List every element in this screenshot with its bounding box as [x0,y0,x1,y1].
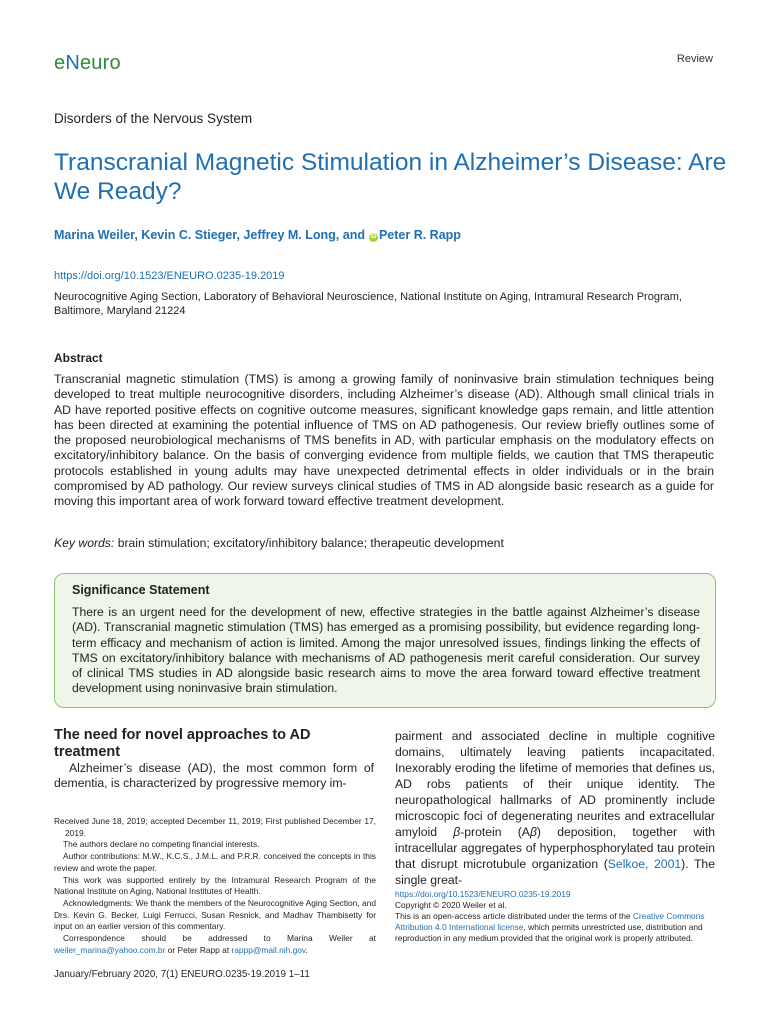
footnote-contributions: Author contributions: M.W., K.C.S., J.M.L. and P.R.R. conceived the concepts in this review and wrote the paper. [54,851,376,873]
intro-paragraph-right [395,728,715,888]
orcid-icon[interactable]: iD [370,234,377,240]
abstract-heading: Abstract [54,351,103,365]
page-footer-citation: January/February 2020, 7(1) ENEURO.0235-19.2019 1–11 [54,969,310,980]
significance-body: There is an urgent need for the development of new, effective strategies in the battle against Alzheimer’s disease (AD). Transcranial magnetic stimulation (TMS) has emerged as a promising possibility, but evidence regarding long-term efficacy and mechanism of action is limited. Among the major unresolved issues, findings linking the effects of TMS on excitatory/inhibitory balance with mechanisms of AD pathogenesis merit careful consideration. Our survey of clinical TMS studies in AD alongside basic research aims to move the area forward toward effective treatment development using noninvasive brain stimulation. [72,605,700,696]
right-text-c: ) deposition, together with intracellular aggregates of hyperphosphorylated tau protein that disrupt microtubule organization ( [395,825,716,871]
article-title: Transcranial Magnetic Stimulation in Alzheimer’s Disease: Are We Ready? [54,149,727,205]
footnote-received [54,816,376,839]
beta-symbol-2: β [529,825,537,839]
section-label: Disorders of the Nervous System [54,111,253,126]
keywords-text: brain stimulation; excitatory/inhibitory balance; therapeutic development [117,536,504,550]
affiliation: Neurocognitive Aging Section, Laboratory of Behavioral Neuroscience, National Institute on Aging, Intramural Research Program, Baltimore, Maryland 21224 [54,291,682,317]
correspondence-end: . [305,944,308,955]
footnote-acknowledgments: Acknowledgments: We thank the members of the Neurocognitive Aging Section, and Drs. Kevin G. Becker, Luigi Ferrucci, Susan Resnick, and Madhav Thambisetty for input on an earlier version of this commentary. [54,897,376,932]
keywords [54,536,504,550]
correspondence-mid: or Peter Rapp at [167,944,230,955]
intro-paragraph-left: Alzheimer’s disease (AD), the most common form of dementia, is characterized by progressive memory im- [54,761,374,791]
authors-main: Marina Weiler, Kevin C. Stieger, Jeffrey M. Long, and [54,228,365,242]
email-link-weiler[interactable]: weiler_marina@yahoo.com.br [54,944,166,955]
significance-heading: Significance Statement [72,583,210,597]
beta-symbol: β [453,825,461,839]
journal-logo [54,52,121,75]
email-link-rapp[interactable]: rappp@mail.nih.gov [231,944,306,955]
footnotes [54,816,376,956]
abstract-body: Transcranial magnetic stimulation (TMS) is among a growing family of noninvasive brain stimulation techniques being developed to treat multiple neurocognitive disorders, including Alzheimer’s disease (AD). Although small clinical trials in AD have reported positive effects on cognitive outcome measures, significant knowledge gaps remain, and little attention has been directed at examining the potential influence of TMS on AD pathogenesis. Our review briefly outlines some of the proposed neurobiological mechanisms of TMS benefits in AD, with particular emphasis on the modulatory effects on excitatory/inhibitory balance. On the basis of converging evidence from multiple fields, we caution that TMS therapeutic protocols established in young adults may have unexpected detrimental effects in older individuals or in the brain compromised by AD pathology. Our review surveys clinical studies of TMS in AD alongside basic research as a guide for moving this important area of work forward toward effective treatment development. [54,372,714,509]
footnote-funding: This work was supported entirely by the Intramural Research Program of the National Institute on Aging, National Institutes of Health. [54,874,376,897]
license-suffix: , which permits unrestricted use, distribution and reproduction in any medium provided that the original work is properly attributed. [395,922,703,943]
footnote-correspondence [54,933,376,956]
logo-rest: euro [79,52,121,74]
citation-link[interactable]: Selkoe, 2001 [607,857,682,871]
right-text-a: pairment and associated decline in multiple cognitive domains, ultimately leaving patients incapacitated. Inexorably eroding the lifetime of memories that defines us, AD robs patients of their unique identity. The neuropathological hallmarks of AD prominently include microscopic foci of degenerating neurites and extracellular amyloid [395,729,715,839]
doi-link[interactable]: https://doi.org/10.1523/ENEURO.0235-19.2019 [54,270,285,282]
right-text-b: -protein (A [460,825,530,839]
copyright-line: Copyright © 2020 Weiler et al. [395,900,507,910]
author-list [54,228,461,242]
author-last[interactable]: Peter R. Rapp [378,228,461,242]
section-heading: The need for novel approaches to AD treatment [54,727,311,760]
footer-doi-link[interactable]: https://doi.org/10.1523/ENEURO.0235-19.2019 [395,889,571,899]
logo-e: e [54,52,66,74]
logo-n: N [65,52,80,74]
license-prefix: This is an open-access article distributed under the terms of the [395,911,631,921]
right-text-d: ). The single great- [395,857,715,887]
article-type-label: Review [676,53,713,65]
correspondence-prefix: Correspondence should be addressed to Marina Weiler at [63,933,376,944]
license-block [395,889,717,944]
keywords-label: Key words: [54,536,115,550]
license-link[interactable]: Creative Commons Attribution 4.0 International license [395,911,705,932]
license-text [395,911,717,944]
received-text: Received June 18, 2019; accepted December 11, 2019; First published December 17, 2019. [54,816,376,838]
footnote-competing: The authors declare no competing financial interests. [63,839,260,850]
